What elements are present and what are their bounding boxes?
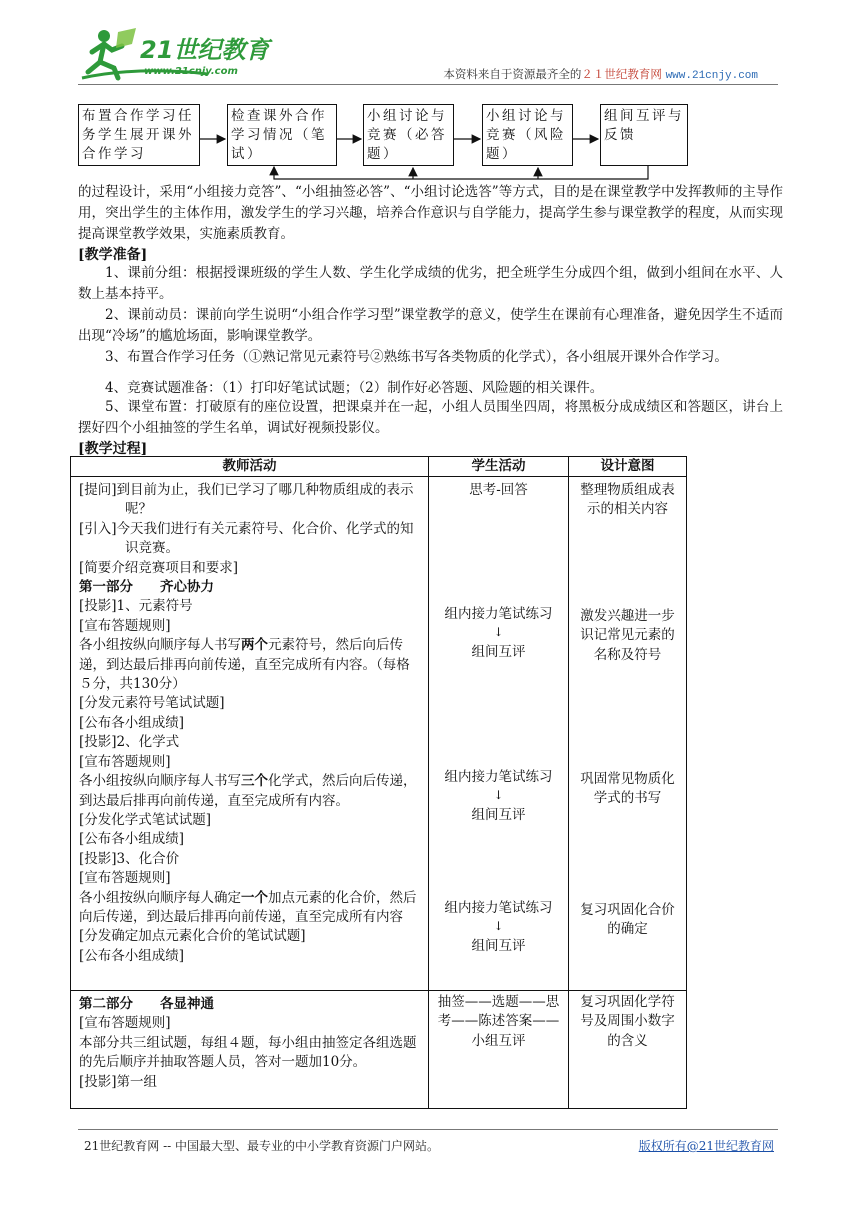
student-relay-1: 组内接力笔试练习 (444, 606, 553, 622)
down-arrow-icon: ↓ (493, 788, 504, 802)
teacher-activity-cell (71, 991, 429, 1109)
source-prefix: 本资料来自于资源最齐全的 (443, 67, 582, 81)
student-relay-2: 组内接力笔试练习 (444, 769, 553, 785)
s1-instruction: 各小组按纵向顺序每人书写两个元素符号，然后向后传递，到达最后排再向前传递，直至完成所有内容。（每格５分，共130分） (79, 637, 410, 693)
student-review-3: 组间互评 (471, 938, 526, 954)
s3-handout: [分发确定加点元素化合价的笔试试题] (79, 928, 306, 945)
student-relay-3: 组内接力笔试练习 (444, 900, 553, 916)
prep-heading: [教学准备] (78, 247, 148, 263)
student-lottery-flow: 抽签——选题——思考——陈述答案——小组互评 (437, 994, 560, 1049)
teacher-intro: [引入]今天我们进行有关元素符号、化合价、化学式的知识竞赛。 (79, 520, 414, 557)
student-think-answer: 思考-回答 (469, 482, 528, 498)
logo-url: www.21cnjy.com (144, 66, 238, 77)
s1-results: [公布各小组成绩] (79, 714, 185, 731)
logo-title: 21世纪教育 (140, 36, 270, 64)
s2-projection: [投影]2、化学式 (79, 734, 180, 751)
prep-item-3: 3、布置合作学习任务（①熟记常见元素符号②熟练书写各类物质的化学式），各小组展开课外合作学习。 (105, 349, 728, 365)
design-intent-2: 激发兴趣进一步识记常见元素的名称及符号 (580, 608, 675, 663)
prep-item-5: 5、课堂布置：打破原有的座位设置，把课桌并在一起，小组人员围坐四周，将黑板分成成绩区和答题区，讲台上摆好四个小组抽签的学生名单，调试好视频投影仪。 (78, 399, 783, 436)
design-intent-1: 整理物质组成表示的相关内容 (580, 482, 675, 518)
teacher-question: [提问]到目前为止，我们已学习了哪几种物质组成的表示呢？ (79, 482, 414, 518)
source-site: ２１世纪教育网 (581, 67, 662, 81)
source-note (443, 66, 758, 82)
s3-rules: [宣布答题规则] (79, 870, 171, 887)
header-student-activity: 学生活动 (429, 457, 569, 477)
s1-handout: [分发元素符号笔试试题] (79, 695, 225, 712)
prep-item-2: 2、课前动员：课前向学生说明“小组合作学习型”课堂教学的意义，使学生在课前有心理准备，避免因学生不适而出现“冷场”的尴尬场面，影响课堂教学。 (78, 307, 783, 344)
table-header-row (71, 457, 687, 477)
flow-step-2: 检查课外合作学习情况（笔试） (227, 104, 337, 166)
table-row (71, 477, 687, 991)
student-review-2: 组间互评 (471, 807, 526, 823)
part2-projection: [投影]第一组 (79, 1073, 158, 1090)
header-design-intent: 设计意图 (569, 457, 687, 477)
footer-tagline: 21世纪教育网 -- 中国最大型、最专业的中小学教育资源门户网站。 (84, 1139, 440, 1153)
flow-step-4: 小组讨论与竞赛（风险题） (482, 104, 573, 166)
s1-rules: [宣布答题规则] (79, 617, 171, 634)
s2-handout: [分发化学式笔试试题] (79, 811, 212, 828)
student-activity-cell (429, 991, 569, 1109)
s2-instruction: 各小组按纵向顺序每人书写三个化学式，然后向后传递，到达最后排再向前传递，直至完成所有内容。 (79, 773, 417, 809)
down-arrow-icon: ↓ (493, 919, 504, 933)
header-teacher-activity: 教师活动 (71, 457, 429, 477)
table-row (71, 991, 687, 1109)
header-divider (78, 84, 778, 85)
page-header (78, 22, 778, 84)
intro-paragraph: 的过程设计，采用“小组接力竞答”、“小组抽签必答”、“小组讨论选答”等方式，目的是在课堂教学中发挥教师的主导作用，突出学生的主体作用，激发学生的学习兴趣，培养合作意识与自学能力，提高学生参与课堂教学的程度，从而实现提高课堂教学效果，实施素质教育。 (78, 184, 783, 242)
s3-results: [公布各小组成绩] (79, 947, 185, 964)
process-heading: [教学过程] (78, 441, 148, 457)
part2-instruction: 本部分共三组试题，每组４题，每小组由抽签定各组选题的先后顺序并抽取答题人员，答对一题加10分。 (79, 1034, 417, 1071)
design-intent-cell (569, 991, 687, 1109)
s2-results: [公布各小组成绩] (79, 831, 185, 848)
design-intent-3: 巩固常见物质化学式的书写 (580, 771, 675, 807)
part1-title: 第一部分 齐心协力 (79, 579, 214, 596)
teacher-activity-cell (71, 477, 429, 991)
footer-divider (78, 1129, 778, 1130)
site-logo (78, 22, 288, 82)
s2-rules: [宣布答题规则] (79, 753, 171, 770)
design-intent-cell (569, 477, 687, 991)
part2-rules: [宣布答题规则] (79, 1015, 171, 1032)
process-flow-diagram (78, 104, 698, 186)
s3-instruction: 各小组按纵向顺序每人确定一个加点元素的化合价，然后向后传递，到达最后排再向前传递，直至完成所有内容 (79, 889, 417, 925)
runner-logo-icon (78, 22, 288, 82)
copyright-link[interactable]: 版权所有@21世纪教育网 (638, 1139, 774, 1153)
s3-projection: [投影]3、化合价 (79, 850, 180, 867)
teacher-overview: [简要介绍竞赛项目和要求] (79, 559, 239, 576)
student-review-1: 组间互评 (471, 644, 526, 660)
design-intent-5: 复习巩固化学符号及周围小数字的含义 (580, 994, 675, 1049)
down-arrow-icon: ↓ (493, 625, 504, 639)
s1-projection: [投影]1、元素符号 (79, 598, 193, 615)
prep-item-4: 4、竞赛试题准备：（1）打印好笔试试题；（2）制作好必答题、风险题的相关课件。 (105, 380, 604, 396)
source-url[interactable]: www.21cnjy.com (665, 70, 758, 82)
student-activity-cell (429, 477, 569, 991)
teaching-process-table (70, 456, 687, 1109)
flow-step-1: 布置合作学习任务学生展开课外合作学习 (78, 104, 200, 166)
flow-step-5: 组间互评与反馈 (600, 104, 688, 166)
part2-title: 第二部分 各显神通 (79, 996, 214, 1012)
design-intent-4: 复习巩固化合价的确定 (580, 902, 675, 938)
flow-step-3: 小组讨论与竞赛（必答题） (363, 104, 454, 166)
prep-item-1: 1、课前分组：根据授课班级的学生人数、学生化学成绩的优劣，把全班学生分成四个组，做到小组间在水平、人数上基本持平。 (78, 265, 783, 302)
